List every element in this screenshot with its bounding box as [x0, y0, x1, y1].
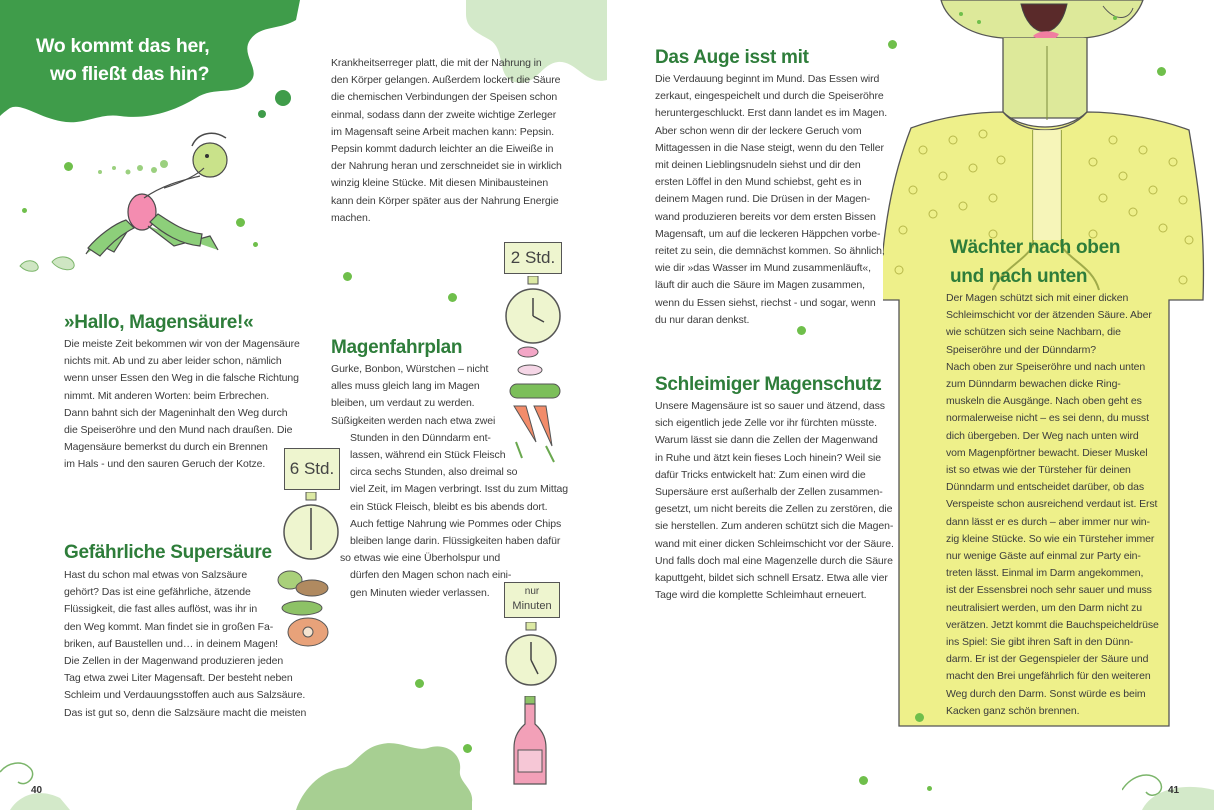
text-line: nichts mit. Ab und zu aber leider schon, nämlich: [64, 355, 282, 368]
text-line: bleiben lange darin. Flüssigkeiten haben dafür: [350, 535, 561, 548]
text-line: Der Magen schützt sich mit einer dicken: [946, 292, 1129, 304]
text-line: zig kleine Stücke. So wie ein Türsteher immer: [946, 532, 1155, 545]
text-line: neutralisiert werden, um den Darm nicht zu: [946, 601, 1142, 614]
text-line: läuft dir auch die Säure im Magen zusammen,: [655, 279, 865, 292]
text-line: sich eigentlich jede Zelle vor ihr fürchten müsste.: [655, 417, 877, 430]
decor-dot: [1157, 67, 1166, 76]
text-line: verätzen. Jetzt kommt die Bauchspeicheldrüse: [946, 618, 1159, 631]
bottle-icon: [510, 696, 550, 788]
text-line: Flüssigkeit, die fast alles auflöst, was ihr in: [64, 603, 258, 616]
label-nur: nur: [524, 586, 540, 597]
text-line: Weg durch den Darm. Sonst würde es beim: [946, 687, 1146, 700]
text-line: Speiseröhre und der Dünndarm?: [946, 343, 1097, 356]
text-line: Verspeiste schon ausreichend verdaut ist. Erst: [946, 498, 1158, 511]
stopwatch-icon: [278, 492, 344, 562]
text-line: Magensaft, um auf die leckeren Häppchen vorbe-: [655, 227, 881, 240]
text-line: Krankheitserreger platt, die mit der Nahrung in: [331, 57, 542, 69]
text-line: der Nahrung heran und zerschneidet sie in wirklich: [331, 160, 562, 173]
text-line: Tag etwa zwei Liter Magensaft. Der besteht neben: [64, 672, 293, 685]
decor-dot: [415, 679, 424, 688]
text-line: Die meiste Zeit bekommen wir von der Magensäure: [64, 338, 300, 350]
label-minuten: Minuten: [512, 600, 552, 612]
text-line: nur wenige Gäste auf einmal zur Party ein-: [946, 550, 1141, 563]
text-line: bleiben, um verdaut zu werden.: [331, 397, 475, 410]
decor-dot: [448, 293, 457, 302]
text-line: normalerweise nicht – es sei denn, du musst: [946, 412, 1149, 425]
label-6std: 6 Std.: [284, 448, 340, 490]
text-line: Schleim und Verdauungsstoffen auch aus Salzsäure.: [64, 689, 306, 702]
text-line: gehört? Das ist eine gefährliche, ätzende: [64, 586, 251, 599]
text-line: Die Zellen in der Magenwand produzieren jeden: [64, 655, 284, 668]
text-line: Warum lässt sie dann die Zellen der Magenwand: [655, 434, 878, 447]
text-line: treten lässt. Einmal im Darm angekommen,: [946, 567, 1144, 580]
right-page: [607, 0, 1214, 810]
text-line: wenn unser Essen den Weg in die falsche Richtung: [64, 372, 299, 385]
text-line: zum Dünndarm bewachen dicke Ring-: [946, 378, 1121, 391]
text-line: Schleimschicht vor der ätzenden Säure. Aber: [946, 309, 1152, 322]
text-line: wand produzieren bereits vor dem ersten Bissen: [655, 210, 876, 223]
decor-dot: [253, 242, 258, 247]
text-line: Und falls doch mal eine Magenzelle durch die Säure: [655, 554, 893, 567]
pale-splash-bottom: [296, 722, 486, 810]
text-line: muskeln die Ausgänge. Nach oben geht es: [946, 395, 1142, 408]
text-line: heruntergeschluckt. Erst dann landet es im Magen.: [655, 107, 888, 120]
text-line: wie schützen sich seine Nachbarn, die: [946, 326, 1121, 339]
text-line: Die Verdauung beginnt im Mund. Das Essen wird: [655, 73, 880, 85]
text-line: dafür Tricks entwickelt hat: Zum einen wird die: [655, 468, 866, 481]
text-line: Dann bahnt sich der Mageninhalt den Weg durch: [64, 406, 288, 419]
corner-swirl: [0, 758, 70, 810]
auge-text: [655, 71, 887, 329]
text-line: Süßigkeiten werden nach etwa zwei: [331, 414, 496, 427]
text-line: viel Zeit, im Magen verbringt. Isst du zum Mittag: [350, 483, 569, 496]
sweets-icon: [506, 346, 566, 464]
text-line: Aber schon wenn dir der leckere Geruch vom: [655, 124, 862, 137]
text-line: alles muss gleich lang im Magen: [331, 380, 480, 393]
stopwatch-icon: [500, 622, 562, 688]
decor-dot: [859, 776, 868, 785]
decor-dot: [888, 40, 897, 49]
text-line: dürfen den Magen schon nach eini-: [350, 569, 512, 582]
text-line: einmal, sodass dann der zweite wichtige Zerleger: [331, 108, 557, 121]
text-line: nimmt. Mit anderen Worten: beim Erbrechen.: [64, 389, 270, 402]
decor-dot: [797, 326, 806, 335]
text-line: Magensäure bemerkst du durch ein Brennen: [64, 441, 268, 454]
text-line: darm. Er ist der Gegenspieler der Säure und: [946, 653, 1149, 666]
text-line: macht den Brei ungefährlich für den weiteren: [946, 670, 1151, 683]
page-number-left: 40: [31, 785, 43, 796]
text-line: im Magensaft seine Arbeit machen kann: Pepsin.: [331, 125, 555, 138]
text-line: Auch fettige Nahrung wie Pommes oder Chips: [350, 517, 562, 530]
text-line: circa sechs Stunden, also dreimal so: [350, 466, 518, 479]
text-line: Tage wird die komplette Schleimhaut erneuert.: [655, 589, 867, 602]
text-line: ist der Essensbrei noch sehr sauer und muss: [946, 584, 1152, 597]
text-line: kaputtgeht, bildet sich schnell Ersatz. Etwa alle vier: [655, 572, 888, 585]
supersaeure-text: [64, 567, 306, 722]
decor-dot: [915, 713, 924, 722]
text-line: ersten Löffel in den Mund schiebst, geht es in: [655, 176, 862, 189]
decor-dot: [236, 218, 245, 227]
text-line: dich übergeben. Der Weg nach unten wird: [946, 429, 1139, 442]
text-line: vom Magenpförtner bewacht. Dieser Muskel: [946, 446, 1148, 459]
heading-magenfahrplan: Magenfahrplan: [331, 337, 463, 358]
text-line: Mittagessen in die Nase steigt, wenn du den Teller: [655, 141, 884, 154]
timer-6std-illustration: [276, 448, 346, 656]
stopwatch-icon: [500, 276, 566, 346]
meat-icon: [272, 570, 338, 656]
text-line: die chemischen Verbindungen der Speisen schon: [331, 91, 558, 104]
col-pepsin-text: [331, 55, 562, 227]
text-line: machen.: [331, 211, 371, 224]
title-line-1: Wo kommt das her,: [36, 35, 210, 57]
spread-title: [36, 32, 209, 88]
decor-dot: [343, 272, 352, 281]
text-line: Supersäure erst außerhalb der Zellen zusammen-: [655, 486, 883, 499]
text-line: reitet zu sein, die demnächst kommen. So ähnlich,: [655, 245, 885, 258]
heading-waechter: [950, 233, 1120, 291]
timer-2std-illustration: [500, 242, 570, 464]
text-line: Stunden in den Dünndarm ent-: [350, 431, 491, 444]
text-line: Das ist gut so, denn die Salzsäure macht die meisten: [64, 706, 307, 719]
decor-dot: [64, 162, 73, 171]
text-line: mit deinen Lieblingsnudeln siehst und dir den: [655, 159, 861, 172]
text-line: Pepsin kommt dadurch leichter an die Eiweiße in: [331, 143, 554, 156]
text-line: Hast du schon mal etwas von Salzsäure: [64, 569, 248, 581]
text-line: wenn du Essen siehst, riechst - und sogar, wenn: [655, 296, 876, 309]
text-line: die Speiseröhre und den Mund nach draußen. Die: [64, 424, 293, 437]
text-line: im Hals - und den sauren Geruch der Kotze.: [64, 458, 266, 471]
text-line: den Weg kommt. Man findet sie in großen Fa-: [64, 620, 274, 633]
decor-dot: [927, 786, 932, 791]
text-line: dann lässt er es durch – aber immer nur win-: [946, 515, 1150, 528]
text-line: Nach oben zur Speiseröhre und nach unten: [946, 360, 1146, 373]
text-line: so etwas wie eine Überholspur und: [340, 552, 501, 565]
text-line: zerkaut, eingespeichelt und durch die Speiseröhre: [655, 90, 884, 103]
heading-gefaehrliche-supersaeure: Gefährliche Supersäure: [64, 542, 272, 563]
text-line: wie dir »das Wasser im Mund zusammenläuft«,: [655, 262, 871, 275]
text-line: kann dein Körper später aus der Nahrung Energie: [331, 194, 559, 207]
text-line: Dünndarm und entscheidet darüber, ob das: [946, 481, 1144, 494]
text-line: winzig kleine Stücke. Mit diesen Minibausteinen: [331, 177, 549, 190]
decor-dot: [463, 744, 472, 753]
text-line: Unsere Magensäure ist so sauer und ätzend, dass: [655, 400, 885, 412]
text-line: deinem Magen rund. Die Drüsen in der Magen-: [655, 193, 871, 206]
heading-das-auge-isst-mit: Das Auge isst mit: [655, 47, 809, 68]
text-line: ein Stück Fleisch, bleibt es bis abends dort.: [350, 500, 548, 513]
text-line: lassen, während ein Stück Fleisch: [350, 449, 506, 462]
text-line: gesetzt, um nicht bereits die Zellen zu zerstören, die: [655, 503, 893, 516]
heading-waechter-line-2: und nach unten: [950, 266, 1088, 287]
text-line: sie herstellen. Zum anderen schützt sich die Magen-: [655, 520, 894, 533]
text-line: wand mit einer dicken Schleimschicht vor der Säure.: [655, 537, 894, 550]
text-line: gen Minuten wieder verlassen.: [350, 586, 490, 599]
heading-hallo-magensaeure: »Hallo, Magensäure!«: [64, 312, 254, 333]
decor-dot: [22, 208, 27, 213]
text-line: briken, auf Baustellen und… in deinem Magen!: [64, 637, 278, 650]
text-line: den Körper gelangen. Außerdem lockert die Säure: [331, 74, 561, 87]
text-line: Gurke, Bonbon, Würstchen – nicht: [331, 363, 489, 375]
text-line: Kacken ganz schön brennen.: [946, 704, 1080, 717]
hallo-text: [64, 336, 300, 474]
timer-minuten-illustration: [500, 582, 564, 788]
schleim-text: [655, 398, 894, 604]
waechter-text: [946, 290, 1159, 720]
label-2std: 2 Std.: [504, 242, 562, 274]
label-nur-minuten: [504, 582, 560, 618]
title-line-2: wo fließt das hin?: [50, 63, 210, 85]
heading-schleimiger-magenschutz: Schleimiger Magenschutz: [655, 374, 882, 395]
text-line: du nur daran denkst.: [655, 313, 750, 326]
running-boy-illustration: [14, 124, 254, 279]
heading-waechter-line-1: Wächter nach oben: [950, 237, 1121, 258]
text-line: in Ruhe und ätzt kein fieses Loch hinein? Weil sie: [655, 451, 881, 464]
text-line: ins Spiel: Sie gibt ihren Saft in den Dünn-: [946, 636, 1134, 649]
text-line: ist so etwas wie der Türsteher für deinen: [946, 464, 1131, 477]
page-number-right: 41: [1168, 785, 1180, 796]
